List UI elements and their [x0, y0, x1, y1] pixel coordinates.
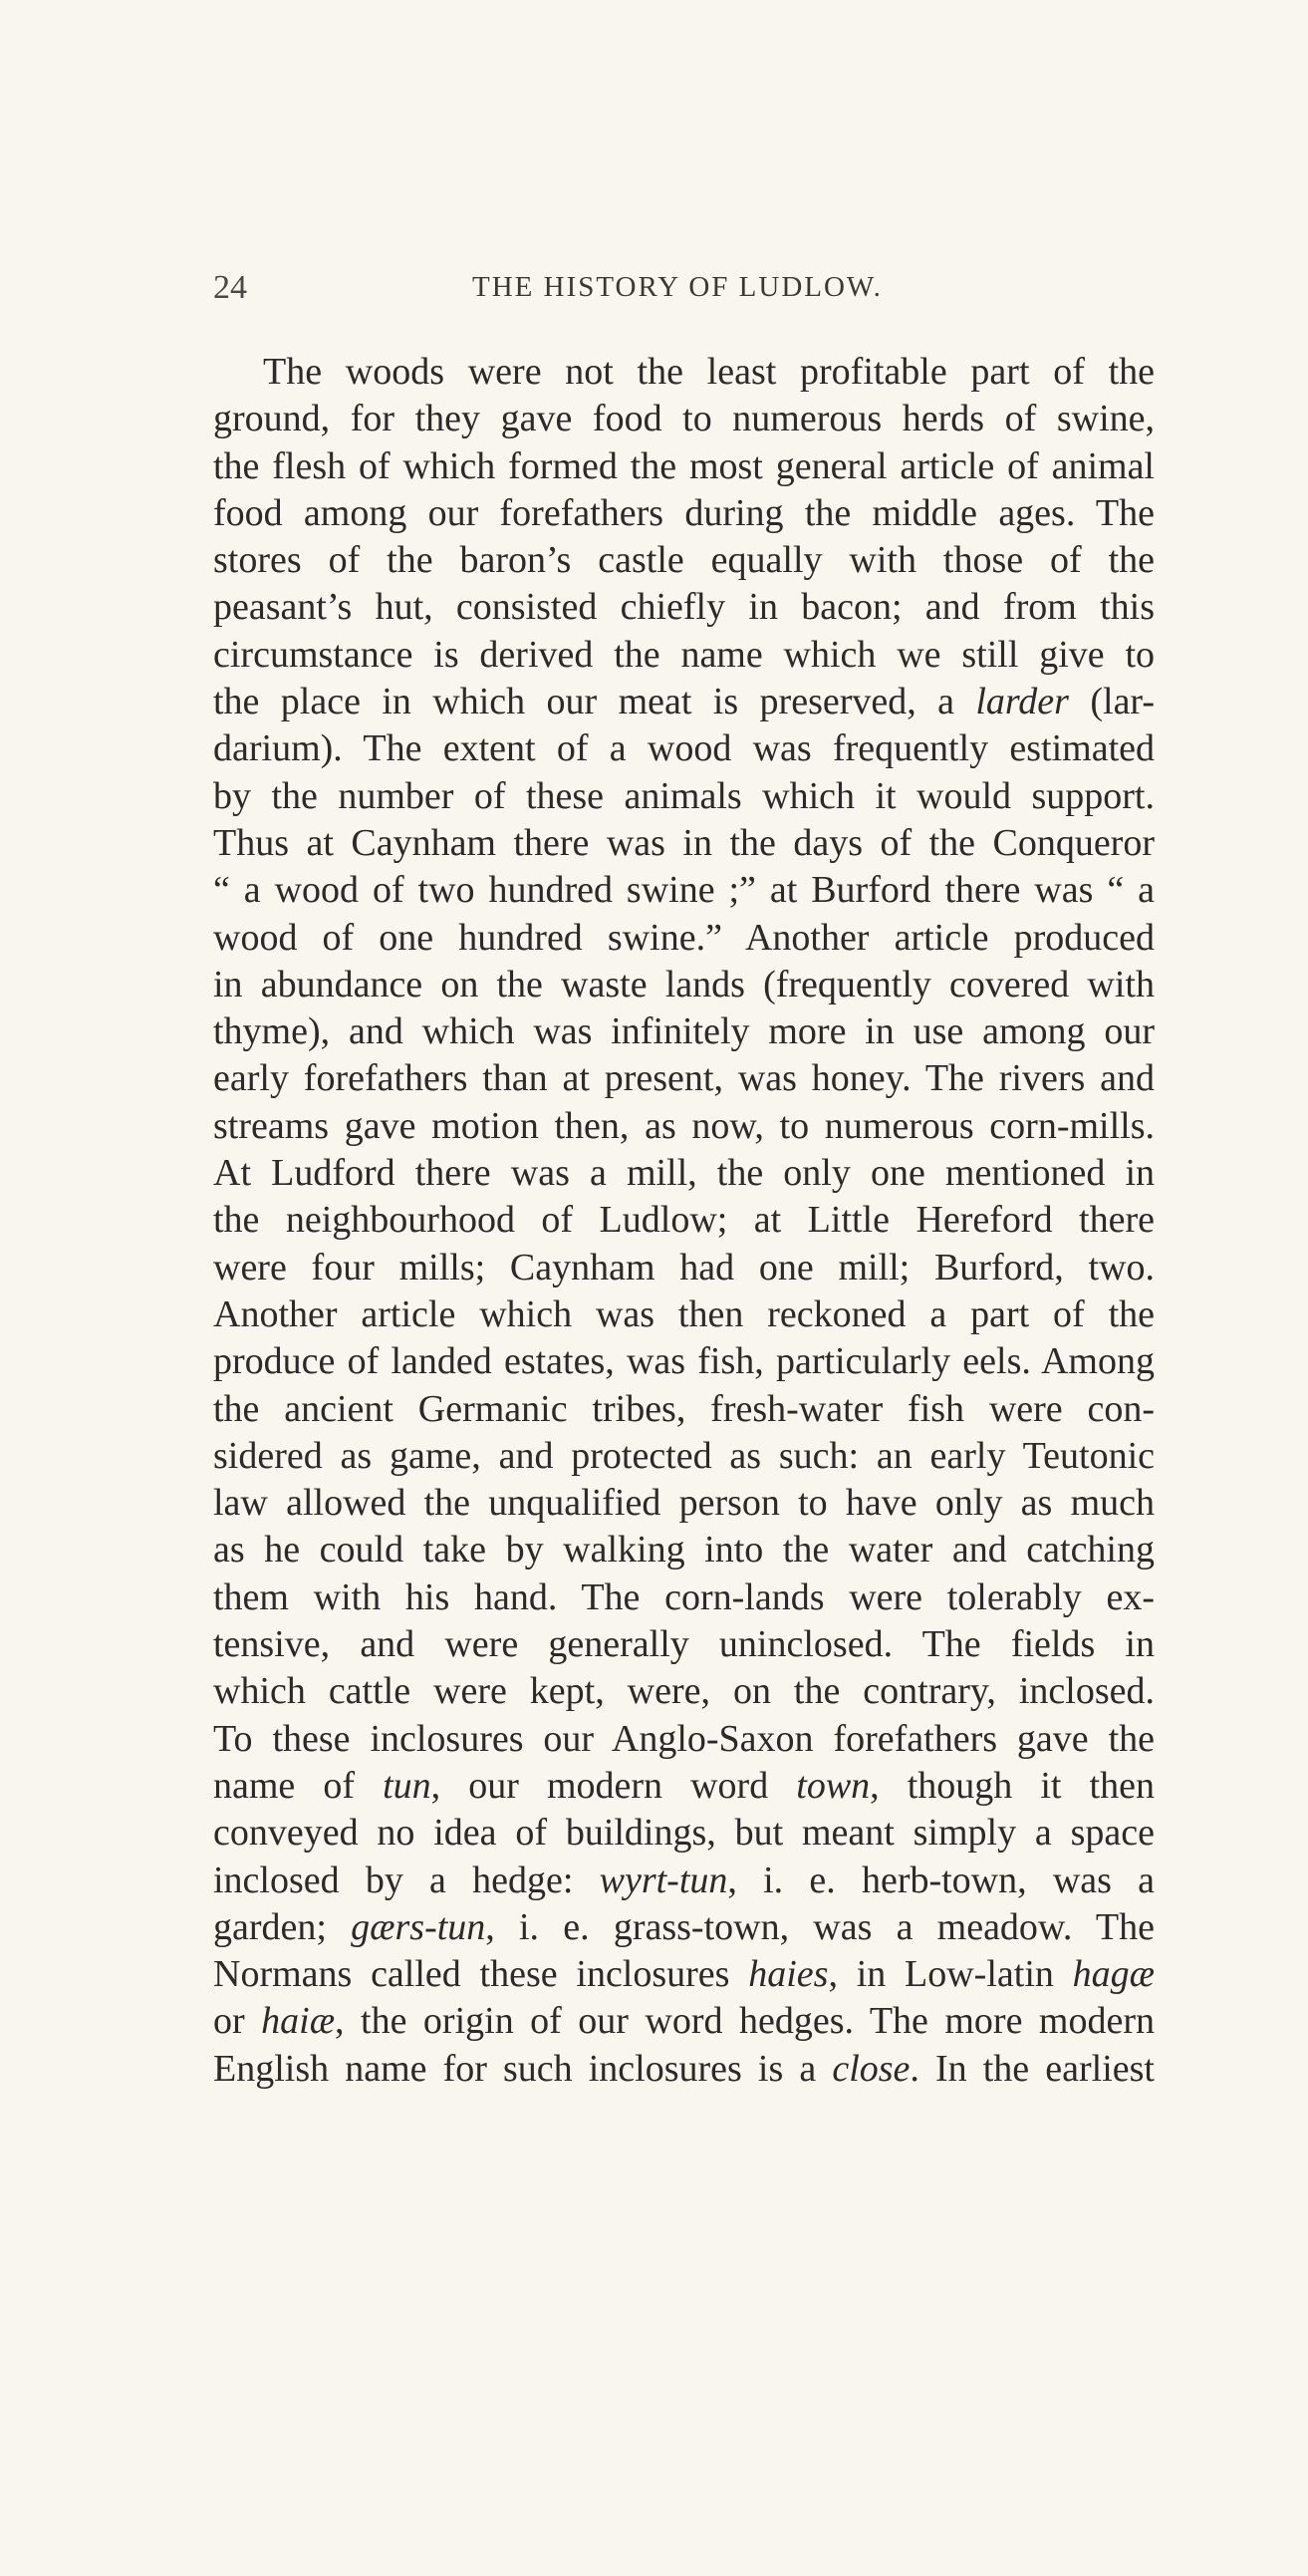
- body-text: [213, 349, 1155, 2093]
- text-line: sidered as game, and protected as such: an early Teutonic: [213, 1434, 1155, 1477]
- text-line: the flesh of which formed the most general article of animal: [213, 444, 1155, 487]
- text-line: English name for such inclosures is a close. In the earliest: [213, 2047, 1155, 2090]
- italic-term: haiæ: [261, 2000, 336, 2043]
- text-line: thyme), and which was infinitely more in use among our: [213, 1010, 1155, 1053]
- text-line: law allowed the unqualified person to have only as much: [213, 1482, 1155, 1525]
- text-line: name of tun, our modern word town, though it then: [213, 1764, 1155, 1807]
- text-line: or haiæ, the origin of our word hedges. The more modern: [213, 2000, 1155, 2043]
- text-line: ground, for they gave food to numerous herds of swine,: [213, 398, 1155, 440]
- text-line: the neighbourhood of Ludlow; at Little Hereford there: [213, 1199, 1155, 1242]
- italic-term: hagæ: [1072, 1953, 1155, 1996]
- text-line: Thus at Caynham there was in the days of the Conqueror: [213, 821, 1155, 864]
- text-line: garden; gærs-tun, i. e. grass-town, was a meadow. The: [213, 1905, 1155, 1948]
- text-line: Another article which was then reckoned a part of the: [213, 1292, 1155, 1335]
- italic-term: close: [832, 2047, 911, 2090]
- text-line: the place in which our meat is preserved, a larder (lar-: [213, 681, 1155, 723]
- text-line: wood of one hundred swine.” Another article produced: [213, 916, 1155, 959]
- italic-term: town: [796, 1764, 871, 1807]
- text-line: the ancient Germanic tribes, fresh-water fish were con-: [213, 1387, 1155, 1430]
- italic-term: tun: [383, 1764, 431, 1807]
- italic-term: haies: [748, 1953, 829, 1996]
- text-line: The woods were not the least profitable part of the: [263, 351, 1155, 393]
- text-line: stores of the baron’s castle equally with those of the: [213, 539, 1155, 582]
- text-line: tensive, and were generally uninclosed. The fields in: [213, 1623, 1155, 1666]
- text-line: were four mills; Caynham had one mill; Burford, two.: [213, 1246, 1155, 1288]
- text-line: peasant’s hut, consisted chiefly in bacon; and from this: [213, 586, 1155, 629]
- text-line: in abundance on the waste lands (frequently covered with: [213, 963, 1155, 1005]
- text-line: which cattle were kept, were, on the contrary, inclosed.: [213, 1670, 1155, 1713]
- running-title: THE HISTORY OF LUDLOW.: [472, 271, 883, 303]
- text-line: Normans called these inclosures haies, in Low-latin hagæ: [213, 1953, 1155, 1996]
- text-line: produce of landed estates, was fish, particularly eels. Among: [213, 1340, 1155, 1383]
- page-number: 24: [213, 269, 247, 306]
- text-line: darium). The extent of a wood was frequently estimated: [213, 727, 1155, 770]
- text-line: inclosed by a hedge: wyrt-tun, i. e. herb-town, was a: [213, 1859, 1155, 1901]
- text-line: To these inclosures our Anglo-Saxon forefathers gave the: [213, 1717, 1155, 1760]
- text-line: early forefathers than at present, was honey. The rivers and: [213, 1057, 1155, 1100]
- text-line: by the number of these animals which it would support.: [213, 774, 1155, 817]
- italic-term: wyrt-tun: [599, 1859, 728, 1901]
- italic-term: gærs-tun: [351, 1905, 486, 1948]
- text-line: as he could take by walking into the water and catching: [213, 1529, 1155, 1572]
- running-head: [213, 269, 1155, 319]
- text-line: “ a wood of two hundred swine ;” at Burford there was “ a: [213, 869, 1155, 912]
- text-line: them with his hand. The corn-lands were tolerably ex-: [213, 1575, 1155, 1618]
- italic-term: larder: [975, 681, 1069, 723]
- text-line: circumstance is derived the name which we still give to: [213, 633, 1155, 676]
- text-line: streams gave motion then, as now, to numerous corn-mills.: [213, 1104, 1155, 1147]
- text-line: At Ludford there was a mill, the only one mentioned in: [213, 1152, 1155, 1195]
- text-line: food among our forefathers during the middle ages. The: [213, 491, 1155, 534]
- text-line: conveyed no idea of buildings, but meant simply a space: [213, 1812, 1155, 1855]
